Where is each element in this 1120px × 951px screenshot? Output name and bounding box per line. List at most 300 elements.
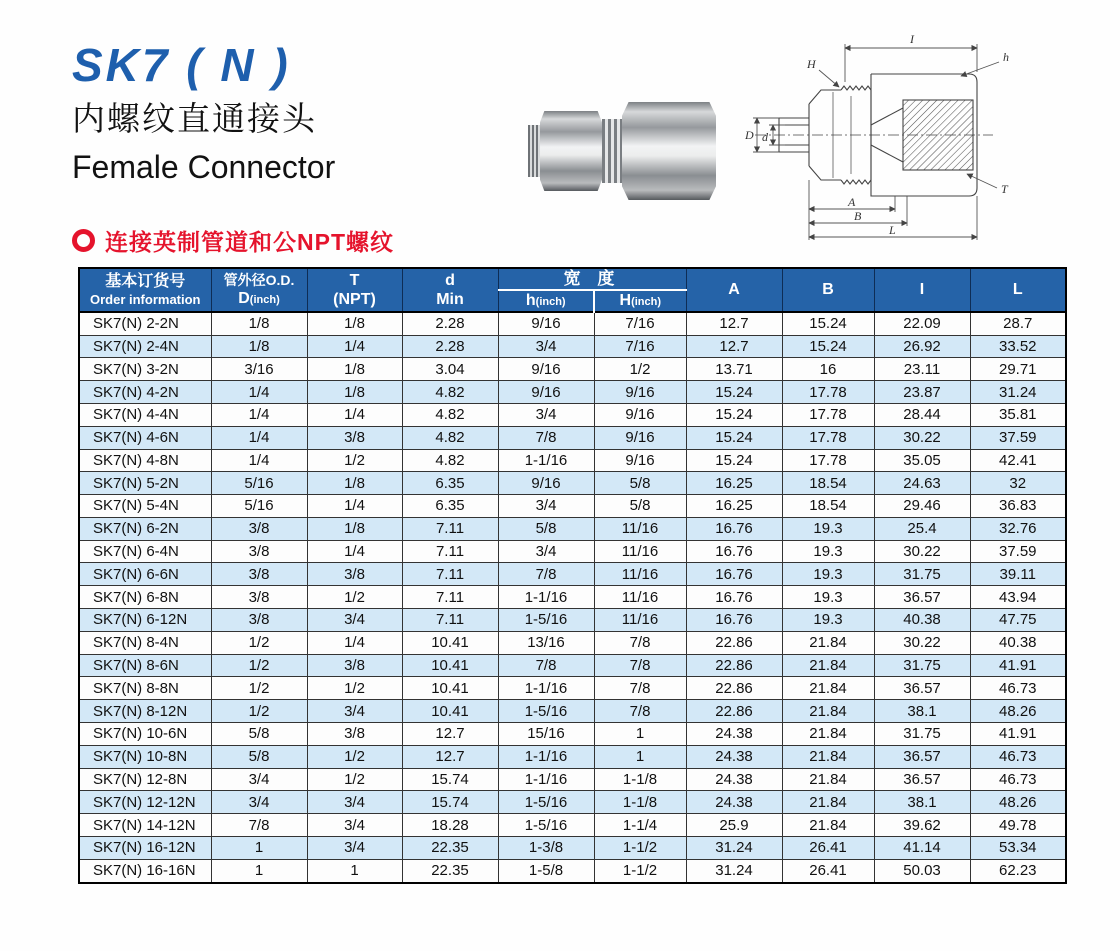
value-cell: 11/16 (594, 540, 686, 563)
value-cell: 9/16 (498, 312, 594, 335)
value-cell: 46.73 (970, 745, 1066, 768)
table-row (79, 609, 1066, 632)
value-cell: 17.78 (782, 381, 874, 404)
value-cell: 9/16 (594, 381, 686, 404)
value-cell: 5/8 (211, 745, 307, 768)
value-cell: 1-1/16 (498, 745, 594, 768)
value-cell: 7.11 (402, 586, 498, 609)
value-cell: 38.1 (874, 791, 970, 814)
value-cell: 7/8 (594, 631, 686, 654)
dim-label-A: A (848, 195, 856, 209)
col-header-L: L (970, 268, 1066, 312)
value-cell: 1/8 (307, 517, 402, 540)
value-cell: 35.81 (970, 403, 1066, 426)
table-row (79, 814, 1066, 837)
value-cell: 18.28 (402, 814, 498, 837)
value-cell: 3/8 (211, 517, 307, 540)
value-cell: 1 (594, 723, 686, 746)
dim-label-D: D (745, 128, 754, 142)
value-cell: 11/16 (594, 609, 686, 632)
table-row (79, 837, 1066, 860)
value-cell: 18.54 (782, 495, 874, 518)
value-cell: 7/16 (594, 335, 686, 358)
value-cell: 31.75 (874, 563, 970, 586)
value-cell: 1 (211, 837, 307, 860)
value-cell: 25.4 (874, 517, 970, 540)
col-header-d (402, 268, 498, 312)
value-cell: 1-5/16 (498, 814, 594, 837)
value-cell: 1/4 (307, 540, 402, 563)
value-cell: 10.41 (402, 677, 498, 700)
value-cell: 11/16 (594, 563, 686, 586)
value-cell: 50.03 (874, 859, 970, 883)
value-cell: 1/8 (307, 381, 402, 404)
value-cell: 9/16 (498, 381, 594, 404)
value-cell: 23.87 (874, 381, 970, 404)
order-code-cell: SK7(N) 16-12N (79, 837, 211, 860)
table-row (79, 381, 1066, 404)
dim-label-i: I (910, 32, 914, 46)
order-code-cell: SK7(N) 4-6N (79, 426, 211, 449)
value-cell: 15.24 (782, 312, 874, 335)
order-code-cell: SK7(N) 8-12N (79, 700, 211, 723)
table-row (79, 449, 1066, 472)
table-row (79, 563, 1066, 586)
value-cell: 15/16 (498, 723, 594, 746)
value-cell: 62.23 (970, 859, 1066, 883)
col-header-t-line2: (NPT) (333, 290, 376, 308)
value-cell: 13.71 (686, 358, 782, 381)
value-cell: 26.41 (782, 859, 874, 883)
dim-label-L: L (889, 223, 896, 237)
value-cell: 1/2 (211, 631, 307, 654)
value-cell: 16 (782, 358, 874, 381)
value-cell: 23.11 (874, 358, 970, 381)
table-row (79, 312, 1066, 335)
value-cell: 1-1/16 (498, 768, 594, 791)
value-cell: 3/4 (498, 495, 594, 518)
value-cell: 1/2 (307, 768, 402, 791)
value-cell: 13/16 (498, 631, 594, 654)
table-header (79, 268, 1066, 312)
value-cell: 1-3/8 (498, 837, 594, 860)
order-code-cell: SK7(N) 10-6N (79, 723, 211, 746)
value-cell: 46.73 (970, 677, 1066, 700)
spec-table-wrap (78, 267, 1067, 884)
value-cell: 15.24 (686, 449, 782, 472)
value-cell: 1/4 (307, 403, 402, 426)
value-cell: 3/4 (498, 335, 594, 358)
value-cell: 7.11 (402, 609, 498, 632)
value-cell: 1-1/2 (594, 859, 686, 883)
col-header-h-inch: h(inch) (498, 290, 594, 311)
value-cell: 1 (307, 859, 402, 883)
value-cell: 3/4 (498, 403, 594, 426)
value-cell: 12.7 (686, 335, 782, 358)
col-header-order-cn: 基本订货号 (105, 273, 186, 291)
value-cell: 29.71 (970, 358, 1066, 381)
col-header-A: A (686, 268, 782, 312)
value-cell: 1/4 (211, 426, 307, 449)
value-cell: 31.75 (874, 723, 970, 746)
value-cell: 1/2 (211, 700, 307, 723)
value-cell: 3/4 (307, 609, 402, 632)
value-cell: 10.41 (402, 631, 498, 654)
value-cell: 15.24 (782, 335, 874, 358)
value-cell: 39.11 (970, 563, 1066, 586)
value-cell: 19.3 (782, 563, 874, 586)
value-cell: 3/8 (307, 426, 402, 449)
value-cell: 7/8 (498, 654, 594, 677)
order-code-cell: SK7(N) 6-6N (79, 563, 211, 586)
value-cell: 1 (594, 745, 686, 768)
value-cell: 29.46 (874, 495, 970, 518)
value-cell: 7/8 (211, 814, 307, 837)
col-header-width-group: 宽 度 (498, 268, 686, 290)
col-header-od (211, 268, 307, 312)
value-cell: 24.38 (686, 791, 782, 814)
value-cell: 31.75 (874, 654, 970, 677)
order-code-cell: SK7(N) 6-4N (79, 540, 211, 563)
value-cell: 1-1/16 (498, 586, 594, 609)
value-cell: 17.78 (782, 403, 874, 426)
table-row (79, 517, 1066, 540)
value-cell: 36.57 (874, 768, 970, 791)
dim-label-T: T (1001, 182, 1008, 196)
value-cell: 32.76 (970, 517, 1066, 540)
value-cell: 7/8 (594, 654, 686, 677)
value-cell: 17.78 (782, 449, 874, 472)
value-cell: 16.76 (686, 609, 782, 632)
value-cell: 9/16 (594, 426, 686, 449)
order-code-cell: SK7(N) 2-2N (79, 312, 211, 335)
value-cell: 1-1/16 (498, 449, 594, 472)
value-cell: 17.78 (782, 426, 874, 449)
value-cell: 19.3 (782, 517, 874, 540)
value-cell: 5/8 (211, 723, 307, 746)
value-cell: 1/4 (211, 403, 307, 426)
value-cell: 42.41 (970, 449, 1066, 472)
value-cell: 22.86 (686, 631, 782, 654)
product-title-cn: 内螺纹直通接头 (72, 99, 317, 137)
value-cell: 5/16 (211, 495, 307, 518)
value-cell: 19.3 (782, 540, 874, 563)
table-body (79, 312, 1066, 883)
value-cell: 1-1/8 (594, 791, 686, 814)
table-row (79, 745, 1066, 768)
value-cell: 3/4 (307, 791, 402, 814)
value-cell: 46.73 (970, 768, 1066, 791)
value-cell: 18.54 (782, 472, 874, 495)
value-cell: 1/2 (211, 677, 307, 700)
value-cell: 41.91 (970, 654, 1066, 677)
value-cell: 1-1/8 (594, 768, 686, 791)
value-cell: 31.24 (686, 837, 782, 860)
table-row (79, 723, 1066, 746)
dim-label-h: h (1003, 50, 1009, 64)
value-cell: 10.41 (402, 654, 498, 677)
value-cell: 9/16 (498, 358, 594, 381)
value-cell: 9/16 (594, 449, 686, 472)
value-cell: 1-5/16 (498, 791, 594, 814)
value-cell: 43.94 (970, 586, 1066, 609)
value-cell: 21.84 (782, 814, 874, 837)
order-code-cell: SK7(N) 3-2N (79, 358, 211, 381)
value-cell: 40.38 (874, 609, 970, 632)
value-cell: 25.9 (686, 814, 782, 837)
value-cell: 31.24 (970, 381, 1066, 404)
table-row (79, 700, 1066, 723)
value-cell: 22.35 (402, 837, 498, 860)
value-cell: 1/2 (211, 654, 307, 677)
value-cell: 10.41 (402, 700, 498, 723)
bullet-ring-icon (72, 229, 95, 252)
photo-nut (540, 111, 602, 191)
value-cell: 1/4 (307, 335, 402, 358)
value-cell: 30.22 (874, 426, 970, 449)
value-cell: 1/4 (307, 631, 402, 654)
value-cell: 31.24 (686, 859, 782, 883)
value-cell: 47.75 (970, 609, 1066, 632)
value-cell: 1/8 (307, 472, 402, 495)
value-cell: 15.24 (686, 426, 782, 449)
value-cell: 36.57 (874, 745, 970, 768)
dim-label-d: d (762, 130, 768, 144)
table-row (79, 631, 1066, 654)
value-cell: 1/2 (307, 745, 402, 768)
value-cell: 22.86 (686, 700, 782, 723)
value-cell: 15.24 (686, 381, 782, 404)
col-header-order (79, 268, 211, 312)
value-cell: 1/2 (307, 586, 402, 609)
value-cell: 15.74 (402, 768, 498, 791)
value-cell: 5/8 (594, 495, 686, 518)
order-code-cell: SK7(N) 6-8N (79, 586, 211, 609)
value-cell: 6.35 (402, 472, 498, 495)
value-cell: 30.22 (874, 631, 970, 654)
value-cell: 11/16 (594, 517, 686, 540)
value-cell: 3.04 (402, 358, 498, 381)
value-cell: 22.86 (686, 677, 782, 700)
col-header-od-cn: 管外径O.D. (223, 271, 295, 288)
order-code-cell: SK7(N) 5-4N (79, 495, 211, 518)
value-cell: 11/16 (594, 586, 686, 609)
value-cell: 7.11 (402, 517, 498, 540)
value-cell: 15.24 (686, 403, 782, 426)
value-cell: 4.82 (402, 403, 498, 426)
value-cell: 3/8 (211, 609, 307, 632)
value-cell: 41.14 (874, 837, 970, 860)
value-cell: 21.84 (782, 677, 874, 700)
feature-bullet (72, 224, 394, 257)
table-row (79, 472, 1066, 495)
value-cell: 19.3 (782, 586, 874, 609)
order-code-cell: SK7(N) 8-6N (79, 654, 211, 677)
value-cell: 36.57 (874, 677, 970, 700)
table-row (79, 495, 1066, 518)
value-cell: 38.1 (874, 700, 970, 723)
photo-ferrule-rings (602, 119, 622, 183)
value-cell: 26.41 (782, 837, 874, 860)
spec-table (78, 267, 1067, 884)
value-cell: 26.92 (874, 335, 970, 358)
value-cell: 49.78 (970, 814, 1066, 837)
order-code-cell: SK7(N) 4-4N (79, 403, 211, 426)
value-cell: 1/4 (211, 381, 307, 404)
value-cell: 3/8 (307, 563, 402, 586)
value-cell: 9/16 (594, 403, 686, 426)
col-header-d-line1: d (445, 271, 455, 289)
value-cell: 3/8 (307, 654, 402, 677)
value-cell: 21.84 (782, 654, 874, 677)
order-code-cell: SK7(N) 6-12N (79, 609, 211, 632)
order-code-cell: SK7(N) 12-12N (79, 791, 211, 814)
value-cell: 7/8 (498, 426, 594, 449)
table-row (79, 791, 1066, 814)
value-cell: 21.84 (782, 631, 874, 654)
value-cell: 5/8 (594, 472, 686, 495)
value-cell: 24.63 (874, 472, 970, 495)
value-cell: 1/4 (307, 495, 402, 518)
value-cell: 3/4 (307, 837, 402, 860)
value-cell: 19.3 (782, 609, 874, 632)
value-cell: 3/4 (307, 700, 402, 723)
order-code-cell: SK7(N) 4-8N (79, 449, 211, 472)
value-cell: 53.34 (970, 837, 1066, 860)
value-cell: 48.26 (970, 700, 1066, 723)
value-cell: 22.09 (874, 312, 970, 335)
value-cell: 1-5/16 (498, 700, 594, 723)
value-cell: 21.84 (782, 745, 874, 768)
value-cell: 1/2 (594, 358, 686, 381)
value-cell: 4.82 (402, 449, 498, 472)
table-row (79, 768, 1066, 791)
value-cell: 1/4 (211, 449, 307, 472)
value-cell: 6.35 (402, 495, 498, 518)
value-cell: 36.83 (970, 495, 1066, 518)
value-cell: 4.82 (402, 426, 498, 449)
value-cell: 41.91 (970, 723, 1066, 746)
value-cell: 3/4 (307, 814, 402, 837)
col-header-H-inch: H(inch) (594, 290, 686, 311)
value-cell: 1/2 (307, 677, 402, 700)
value-cell: 32 (970, 472, 1066, 495)
value-cell: 5/16 (211, 472, 307, 495)
col-header-B: B (782, 268, 874, 312)
value-cell: 1/8 (307, 312, 402, 335)
value-cell: 21.84 (782, 700, 874, 723)
photo-tube-tip (528, 125, 540, 177)
order-code-cell: SK7(N) 14-12N (79, 814, 211, 837)
product-title-en: Female Connector (72, 148, 336, 185)
dim-label-H: H (807, 57, 816, 71)
value-cell: 5/8 (498, 517, 594, 540)
value-cell: 37.59 (970, 540, 1066, 563)
value-cell: 22.86 (686, 654, 782, 677)
order-code-cell: SK7(N) 8-4N (79, 631, 211, 654)
table-row (79, 859, 1066, 883)
order-code-cell: SK7(N) 2-4N (79, 335, 211, 358)
value-cell: 28.7 (970, 312, 1066, 335)
value-cell: 3/8 (307, 723, 402, 746)
value-cell: 16.76 (686, 586, 782, 609)
value-cell: 16.25 (686, 472, 782, 495)
col-header-order-en: Order information (89, 291, 201, 307)
value-cell: 1-1/16 (498, 677, 594, 700)
value-cell: 7/8 (594, 677, 686, 700)
value-cell: 1-5/8 (498, 859, 594, 883)
value-cell: 3/8 (211, 586, 307, 609)
value-cell: 7.11 (402, 563, 498, 586)
value-cell: 7/16 (594, 312, 686, 335)
table-row (79, 358, 1066, 381)
value-cell: 21.84 (782, 791, 874, 814)
order-code-cell: SK7(N) 6-2N (79, 517, 211, 540)
order-code-cell: SK7(N) 5-2N (79, 472, 211, 495)
value-cell: 1-1/4 (594, 814, 686, 837)
value-cell: 2.28 (402, 312, 498, 335)
drawing-outline (755, 74, 993, 196)
value-cell: 12.7 (402, 723, 498, 746)
value-cell: 4.82 (402, 381, 498, 404)
title-block (72, 40, 335, 185)
value-cell: 28.44 (874, 403, 970, 426)
col-header-d-line2: Min (436, 290, 464, 308)
order-code-cell: SK7(N) 8-8N (79, 677, 211, 700)
value-cell: 2.28 (402, 335, 498, 358)
value-cell: 1 (211, 859, 307, 883)
value-cell: 16.25 (686, 495, 782, 518)
table-row (79, 586, 1066, 609)
table-row (79, 540, 1066, 563)
value-cell: 24.38 (686, 723, 782, 746)
value-cell: 48.26 (970, 791, 1066, 814)
order-code-cell: SK7(N) 12-8N (79, 768, 211, 791)
table-row (79, 654, 1066, 677)
col-header-t-line1: T (349, 271, 360, 289)
value-cell: 16.76 (686, 540, 782, 563)
value-cell: 7/8 (498, 563, 594, 586)
value-cell: 15.74 (402, 791, 498, 814)
value-cell: 30.22 (874, 540, 970, 563)
col-header-od-unit: (inch) (249, 293, 280, 306)
value-cell: 3/4 (211, 768, 307, 791)
series-title: SK7 ( N ) (72, 39, 291, 91)
value-cell: 1-1/2 (594, 837, 686, 860)
value-cell: 40.38 (970, 631, 1066, 654)
order-code-cell: SK7(N) 16-16N (79, 859, 211, 883)
value-cell: 35.05 (874, 449, 970, 472)
value-cell: 16.76 (686, 563, 782, 586)
value-cell: 24.38 (686, 745, 782, 768)
value-cell: 21.84 (782, 768, 874, 791)
order-code-cell: SK7(N) 4-2N (79, 381, 211, 404)
table-row (79, 403, 1066, 426)
value-cell: 12.7 (686, 312, 782, 335)
value-cell: 12.7 (402, 745, 498, 768)
table-row (79, 677, 1066, 700)
col-header-t (307, 268, 402, 312)
value-cell: 1/8 (307, 358, 402, 381)
value-cell: 36.57 (874, 586, 970, 609)
value-cell: 3/4 (498, 540, 594, 563)
value-cell: 1/8 (211, 312, 307, 335)
table-row (79, 426, 1066, 449)
value-cell: 7.11 (402, 540, 498, 563)
value-cell: 39.62 (874, 814, 970, 837)
value-cell: 22.35 (402, 859, 498, 883)
value-cell: 16.76 (686, 517, 782, 540)
